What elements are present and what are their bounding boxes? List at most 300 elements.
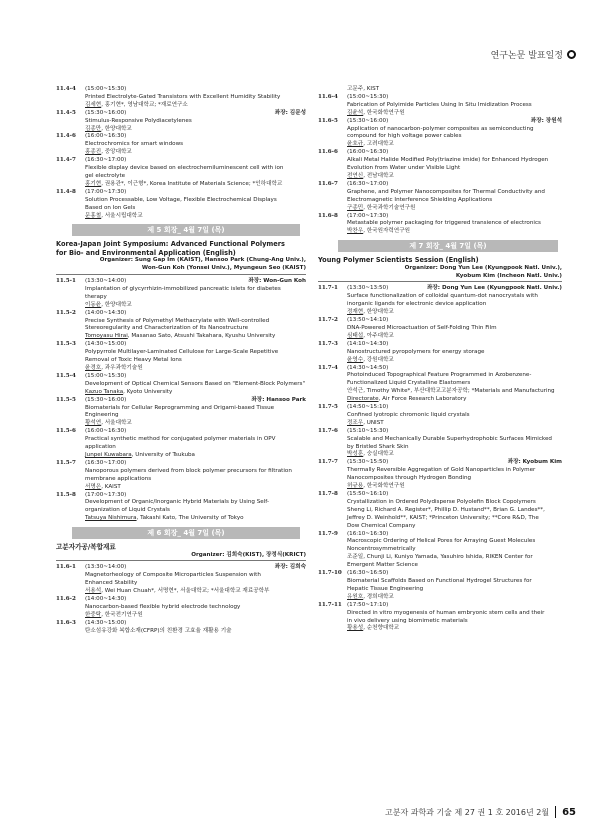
- entry-body: [85, 373, 306, 397]
- entry-code: 11.7-5: [318, 404, 338, 411]
- entry-time: (13:50~14:10): [347, 317, 389, 324]
- entry-code: 11.5-5: [56, 396, 76, 403]
- presenter-name: 문홍철: [85, 212, 102, 219]
- entry-body: [85, 460, 306, 492]
- entry-authors: 한중탁, 한국전기연구원: [85, 611, 143, 618]
- entry-body: [347, 459, 562, 491]
- entry-authors: 박찬우, 한국원자력연구원: [347, 228, 411, 235]
- entry-text: Magnetorheology of Composite Microparticles Suspension with: [85, 572, 261, 579]
- entry-authors: Tomoyasu Hirai, Masanao Sato, Atsushi Takahara, Kyushu University: [85, 333, 276, 340]
- entry-body: [85, 596, 306, 620]
- organizer-line: Kyobum Kim (Incheon Natl. Univ.): [455, 272, 562, 279]
- entry-body: [85, 341, 306, 373]
- entry-time: (13:30~14:00): [85, 278, 127, 285]
- entry-code: 11.7-1: [318, 285, 338, 292]
- entry-authors: 김세현, 홍기현*, 영남대학교; *재료연구소: [85, 101, 188, 108]
- entry-time: (14:00~14:30): [85, 596, 127, 603]
- time-row: [85, 110, 306, 118]
- presenter-name: 정재현: [347, 309, 364, 316]
- entry-text: inorganic ligands for electronic device application: [347, 301, 487, 308]
- entry-text: Surface functionalization of colloidal quantum-dot nanocrystals with: [347, 293, 538, 300]
- entry-time: (17:50~17:10): [347, 601, 389, 608]
- time-row: [85, 620, 306, 628]
- program-entry: [56, 397, 306, 429]
- presenter-name: 심태섭: [347, 332, 364, 339]
- entry-time: (14:30~15:00): [85, 619, 127, 626]
- entry-code: 11.7-6: [318, 427, 338, 434]
- entry-text: Nanocomposites through Hydrogen Bonding: [347, 475, 472, 482]
- entry-text: Engineering: [85, 412, 119, 419]
- entry-time: (17:00~17:30): [85, 188, 127, 195]
- entry-authors: 박성훈, 숭실대학교: [347, 451, 394, 458]
- entry-time: (15:00~15:30): [85, 372, 127, 379]
- program-entry: [318, 118, 562, 150]
- time-row: [347, 149, 562, 157]
- entry-code: 11.4-8: [56, 188, 76, 195]
- entry-time: (16:00~16:30): [85, 133, 127, 140]
- entry-text: Noncentrosymmetrically: [347, 546, 416, 553]
- entry-authors: 정재현, 한양대학교: [347, 309, 394, 316]
- program-entry: [318, 491, 562, 531]
- entry-authors: 허규용, 한국화학연구원: [347, 483, 405, 490]
- entry-code: 11.4-4: [56, 86, 76, 92]
- entry-authors: 홍기현, 권용관*, 이근형*, Korea Institute of Materials Science; *인하대학교: [85, 180, 283, 187]
- entry-body: [347, 531, 562, 571]
- entry-text: Alkali Metal Halide Modified Poly(triazine imide) for Enhanced Hydrogen: [347, 157, 549, 164]
- time-row: [85, 189, 306, 197]
- presenter-name: 윤경호: [85, 365, 102, 371]
- session-chair: 좌장: 김희숙: [274, 564, 306, 571]
- time-row: [347, 404, 562, 412]
- presenter-name: 황석연: [85, 420, 102, 427]
- presenter-name: 서용석: [85, 588, 102, 595]
- time-row: [347, 428, 562, 436]
- entry-authors: 유원호, 경희대학교: [347, 593, 394, 600]
- presenter-name: 박찬우: [347, 228, 364, 235]
- program-entry: [56, 86, 306, 110]
- entry-text: Evolution from Water under Visible Light: [347, 165, 461, 172]
- presenter-name: 황용성: [347, 625, 364, 632]
- entry-body: [85, 157, 306, 189]
- entry-authors: 김종만, 한양대학교: [85, 125, 132, 132]
- entry-body: [347, 213, 562, 237]
- entry-text: 고문주, KIST: [347, 86, 380, 92]
- entry-text: Emergent Matter Science: [347, 562, 418, 569]
- footer-divider: [555, 806, 556, 818]
- presenter-name: 홍종진: [85, 149, 102, 156]
- entry-code: 11.7-9: [318, 530, 338, 537]
- entry-time: (14:00~14:30): [85, 309, 127, 316]
- entry-body: [347, 181, 562, 213]
- entry-text: Nanoporous polymers derived from block polymer precursors for filtration: [85, 467, 292, 474]
- session-banner: 제 5 회장_ 4월 7일 (목): [72, 224, 300, 236]
- time-row: [347, 94, 562, 102]
- entry-text: Removal of Toxic Heavy Metal Ions: [85, 357, 182, 364]
- time-row: [347, 213, 562, 221]
- session-chair: 좌장: 김문성: [274, 109, 306, 116]
- entry-time: (14:50~15:10): [347, 404, 389, 411]
- organizer-line: Organizer: Dong Yun Lee (Kyungpook Natl. Univ.),: [404, 264, 562, 271]
- time-row: [85, 373, 306, 381]
- entry-body: [85, 133, 306, 157]
- left-column: [56, 86, 306, 636]
- entry-body: [85, 278, 306, 310]
- entry-code: 11.5-6: [56, 428, 76, 435]
- entry-body: [347, 94, 562, 118]
- entry-text: Printed Electrolyte-Gated Transistors with Excellent Humidity Stability: [85, 93, 281, 100]
- program-entry: [318, 213, 562, 237]
- presenter-name: 전연신: [347, 172, 364, 179]
- entry-text: DNA-Powered Microactuation of Self-Folding Thin Film: [347, 324, 497, 331]
- entry-code: 11.4-6: [56, 133, 76, 140]
- entry-code: 11.5-3: [56, 341, 76, 348]
- entry-time: (16:30~16:50): [347, 570, 389, 577]
- time-row: [347, 341, 562, 349]
- entry-time: (15:50~16:10): [347, 491, 389, 497]
- entry-body: [347, 341, 562, 365]
- entry-time: (15:00~15:30): [347, 93, 389, 100]
- entry-code: 11.4-7: [56, 157, 76, 164]
- program-entry: [56, 157, 306, 189]
- entry-time: (15:30~16:00): [85, 396, 127, 403]
- entry-text: Nanocarbon-based flexible hybrid electrode technology: [85, 603, 241, 610]
- entry-text: membrane applications: [85, 475, 152, 482]
- entry-body: [347, 570, 562, 602]
- entry-text: Functionalized Liquid Crystalline Elastomers: [347, 380, 471, 387]
- entry-body: [347, 285, 562, 317]
- symposium-title: Young Polymer Scientists Session (English): [318, 256, 479, 265]
- entry-text: Stereoregularity and Characterization of Its Nanostructure: [85, 325, 249, 332]
- entry-text: 조준일, Chunji Li, Kuniyo Yamada, Yasuhiro Ishida, RIKEN Center for: [347, 554, 533, 561]
- program-entry: [318, 365, 562, 405]
- presenter-name: 정조우: [347, 419, 364, 426]
- time-row: [347, 181, 562, 189]
- entry-text: Hepatic Tissue Engineering: [347, 585, 424, 592]
- journal-info: 고분자 과학과 기술 제 27 권 1 호 2016년 2월: [385, 807, 550, 817]
- presenter-name: 한중탁: [85, 611, 102, 618]
- time-row: [85, 133, 306, 141]
- time-row: [85, 157, 306, 165]
- time-row: [85, 564, 306, 572]
- entry-text: Nanostructured pyropolymers for energy storage: [347, 348, 485, 355]
- entry-text: Graphene, and Polymer Nanocomposites for Thermal Conductivity and: [347, 188, 545, 195]
- entry-authors: Kazuo Tanaka, Kyoto University: [85, 388, 173, 395]
- entry-authors: 윤경호, 과우과학기술원: [85, 365, 143, 371]
- entry-code: 11.6-3: [56, 619, 76, 626]
- entry-text: Development of Optical Chemical Sensors Based on "Element-Block Polymers": [85, 380, 306, 387]
- entry-text: Stimulus-Responsive Polydiacetylenes: [85, 117, 192, 124]
- entry-text: Photoinduced Topographical Feature Programmed in Azobenzene-: [347, 372, 532, 379]
- entry-body: [85, 564, 306, 596]
- entry-code: 11.5-1: [56, 278, 76, 285]
- entry-time: (16:10~16:30): [347, 530, 389, 537]
- time-row: [347, 491, 562, 499]
- entry-code: 11.5-2: [56, 309, 76, 316]
- organizer-line: Organizer: Sung Gap Im (KAIST), Hansoo Park (Chung-Ang Univ.),: [99, 257, 306, 264]
- entry-time: (15:10~15:30): [347, 427, 389, 434]
- time-row: [85, 341, 306, 349]
- presenter-name: 박성훈: [347, 451, 364, 458]
- program-entry: [318, 181, 562, 213]
- time-row: [85, 397, 306, 405]
- entry-authors: 윤호규, 고려대학교: [347, 141, 394, 148]
- entry-authors: Tatsuya Nishimura, Takashi Kato, The University of Tokyo: [85, 515, 244, 522]
- entry-authors: 김윤석, 한국화학연구원: [347, 109, 405, 116]
- entry-text: Confined lyotropic chromonic liquid crystals: [347, 411, 470, 418]
- entry-code: 11.7-10: [318, 570, 342, 577]
- program-entry: [318, 404, 562, 428]
- entry-text: Jeffrey D. Weinhold**, KAIST; *Princeton University; **Core R&D, The: [347, 514, 539, 521]
- entry-code: 11.6-5: [318, 117, 338, 124]
- presenter-name: Directorate: [347, 396, 379, 403]
- program-entry: [318, 531, 562, 571]
- entry-body: [85, 110, 306, 134]
- session-chair: 좌장: Dong Yun Lee (Kyungpook Natl. Univ.): [426, 285, 562, 292]
- entry-text: Solution Processable, Low Voltage, Flexible Electrochemical Displays: [85, 196, 277, 203]
- presenter-name: 윤호규: [347, 141, 364, 148]
- program-entry: [56, 310, 306, 342]
- entry-text: Scalable and Mechanically Durable Superhydrophobic Surfaces Mimicked: [347, 435, 552, 442]
- entry-authors: 전연신, 전남대학교: [347, 172, 394, 179]
- entry-text: therapy: [85, 293, 107, 300]
- entry-text: Practical synthetic method for conjugated polymer materials in OPV: [85, 436, 276, 443]
- entry-code: 11.7-2: [318, 317, 338, 324]
- time-row: [347, 570, 562, 578]
- entry-text: gel electrolyte: [85, 172, 126, 179]
- entry-body: [85, 397, 306, 429]
- program-entry: [56, 133, 306, 157]
- session-chair: 좌장: 장원석: [530, 117, 562, 124]
- entry-time: (15:30~16:00): [85, 109, 127, 116]
- symposium-title: Korea-Japan Joint Symposium: Advanced Functional Polymers: [56, 240, 285, 249]
- entry-body: [347, 365, 562, 405]
- circle-icon: [567, 50, 576, 59]
- entry-time: (14:10~14:30): [347, 340, 389, 347]
- time-row: [85, 460, 306, 468]
- entry-text: Metastable polymer packaging for triggered transience of electronics: [347, 220, 541, 227]
- entry-body: [85, 492, 306, 524]
- entry-text: Enhanced Stability: [85, 580, 138, 587]
- entry-body: [85, 310, 306, 342]
- entry-code: 11.6-1: [56, 564, 76, 571]
- entry-body: [347, 491, 562, 531]
- entry-authors: Junpei Kuwabara, University of Tsukuba: [85, 451, 195, 458]
- entry-text: Electrochromics for smart windows: [85, 141, 184, 148]
- entry-time: (17:00~17:30): [85, 491, 127, 498]
- entry-body: [347, 86, 562, 94]
- program-entry: [318, 285, 562, 317]
- entry-code: 11.7-11: [318, 601, 342, 608]
- entry-text: Thermally Reversible Aggregation of Gold Nanoparticles in Polymer: [347, 467, 536, 474]
- entry-authors: 서용석, Wei Huan Chuah*, 서명현*, 서울대학교; *서울대학교 재료공학부: [85, 588, 270, 595]
- entry-body: [347, 118, 562, 150]
- entry-time: (14:30~15:00): [85, 341, 127, 348]
- time-row: [347, 317, 562, 325]
- time-row: [85, 278, 306, 286]
- entry-text: Electromagnetic Interference Shielding Applications: [347, 196, 493, 203]
- entry-time: (15:30~16:00): [347, 117, 389, 124]
- entry-body: [85, 189, 306, 221]
- session-chair: 좌장: Won-Gun Koh: [248, 278, 306, 285]
- entry-text: Sheng Li, Richard A. Register*, Phillip D. Hustand**, Brian G. Landes**,: [347, 506, 545, 513]
- entry-text: organization of Liquid Crystals: [85, 507, 170, 514]
- entry-text: Biomaterial Scaffolds Based on Functional Hydrogel Structures for: [347, 577, 532, 584]
- entry-body: [347, 602, 562, 634]
- entry-code: 11.5-7: [56, 459, 76, 466]
- entry-code: 11.6-6: [318, 149, 338, 156]
- page-footer: [385, 806, 576, 818]
- presenter-name: 이동윤: [85, 301, 102, 308]
- presenter-name: Kazuo Tanaka: [85, 388, 124, 395]
- program-entry: [318, 428, 562, 460]
- entry-text: Biomaterials for Cellular Reprogramming and Origami-based Tissue: [85, 404, 275, 411]
- presenter-name: 김윤석: [347, 109, 364, 116]
- entry-text: Macroscopic Ordering of Helical Pores for Arraying Guest Molecules: [347, 538, 536, 545]
- entry-code: 11.6-4: [318, 93, 338, 100]
- time-row: [85, 428, 306, 436]
- organizer-divider: [318, 281, 562, 282]
- entry-authors: 심태섭, 아주대학교: [347, 332, 394, 339]
- organizer-line: Organizer: 김희숙(KIST), 장정식(KRICT): [191, 551, 306, 558]
- page-header: [491, 48, 576, 61]
- session-chair: 좌장: Kyobum Kim: [507, 459, 562, 466]
- entry-time: (16:00~16:30): [85, 428, 127, 435]
- entry-text: Fabrication of Polyimide Particles Using In Situ Imidization Process: [347, 101, 532, 108]
- entry-code: [318, 86, 347, 94]
- entry-code: 11.7-7: [318, 459, 338, 466]
- entry-body: [347, 149, 562, 181]
- entry-code: 11.6-2: [56, 596, 76, 603]
- presenter-name: 김종만: [85, 125, 102, 132]
- program-entry: [56, 492, 306, 524]
- entry-text: compound for high voltage power cables: [347, 133, 462, 140]
- program-entry: [318, 459, 562, 491]
- program-entry: [56, 189, 306, 221]
- program-entry: [318, 602, 562, 634]
- program-entry: [56, 620, 306, 636]
- presenter-name: 서명은: [85, 483, 102, 490]
- program-entry: [56, 110, 306, 134]
- entry-text: Crystallization in Ordered Polydisperse Polyolefin Block Copolymers: [347, 498, 536, 505]
- program-entry: [56, 341, 306, 373]
- entry-code: 11.5-8: [56, 491, 76, 498]
- symposium-title: for Bio- and Environmental Application (English): [56, 248, 236, 257]
- entry-time: (13:30~14:00): [85, 564, 127, 571]
- entry-authors: 황용성, 순천향대학교: [347, 625, 400, 632]
- entry-authors: Directorate, Air Force Research Laboratory: [347, 396, 467, 403]
- right-column: [318, 86, 562, 633]
- entry-text: 안석근, Timothy White*, 부산대학교고분자공학; *Materials and Manufacturing: [347, 388, 555, 395]
- entry-text: Application of nanocarbon-polymer composites as semiconducting: [347, 125, 534, 132]
- presenter-name: 홍기현: [85, 180, 102, 187]
- entry-time: (16:30~17:00): [85, 157, 127, 164]
- program-entry: [318, 341, 562, 365]
- presenter-name: 김세현: [85, 101, 102, 108]
- header-title: 연구논문 발표일정: [490, 51, 563, 61]
- entry-time: (17:00~17:30): [347, 212, 389, 219]
- time-row: [85, 310, 306, 318]
- entry-text: application: [85, 444, 116, 451]
- entry-code: 11.5-4: [56, 372, 76, 379]
- organizer-divider: [56, 560, 306, 561]
- entry-body: [85, 620, 306, 636]
- entry-code: 11.7-8: [318, 491, 338, 497]
- presenter-name: Tomoyasu Hirai: [85, 333, 128, 340]
- entry-text: Directed in vitro myogenesis of human embryonic stem cells and their: [347, 609, 545, 616]
- entry-code: 11.6-7: [318, 180, 338, 187]
- entry-text: Development of Organic/Inorganic Hybrid Materials by Using Self-: [85, 499, 269, 506]
- time-row: [85, 596, 306, 604]
- entry-body: [85, 428, 306, 460]
- entry-text: in vivo delivery using biomimetic materials: [347, 617, 468, 624]
- entry-text: 탄소섬유강화 복합소재(CFRP)의 친환경 고효율 재활용 기술: [85, 627, 232, 634]
- entry-code: 11.7-3: [318, 340, 338, 347]
- entry-text: Flexible display device based on electrochemiluminescent cell with ion: [85, 165, 284, 172]
- presenter-name: 구종민: [347, 204, 364, 211]
- entry-authors: 이동윤, 한양대학교: [85, 301, 132, 308]
- program-entry: [56, 564, 306, 596]
- time-row: [347, 531, 562, 539]
- organizer-divider: [56, 274, 306, 275]
- entry-body: [347, 317, 562, 341]
- entry-body: [347, 404, 562, 428]
- entry-authors: 구종민, 한국과학기술연구원: [347, 204, 416, 211]
- entry-code: 11.4-5: [56, 109, 76, 116]
- time-row: [347, 365, 562, 373]
- program-entry: [56, 460, 306, 492]
- entry-code: 11.6-8: [318, 212, 338, 219]
- program-entry: [56, 278, 306, 310]
- time-row: [85, 492, 306, 500]
- presenter-name: Tatsuya Nishimura: [85, 515, 137, 522]
- presenter-name: 유원호: [347, 593, 364, 600]
- entry-text: Based on Ion Gels: [85, 204, 136, 211]
- entry-time: (16:30~17:00): [85, 459, 127, 466]
- time-row: [347, 285, 562, 293]
- page-number: 65: [562, 806, 576, 818]
- entry-authors: 정조우, UNIST: [347, 419, 384, 426]
- program-entry: [318, 317, 562, 341]
- entry-body: [85, 86, 306, 110]
- entry-time: (14:30~14:50): [347, 364, 389, 371]
- time-row: [347, 602, 562, 610]
- entry-authors: 홍종진, 중앙대학교: [85, 149, 132, 156]
- entry-time: (15:30~15:50): [347, 459, 389, 466]
- time-row: [85, 86, 306, 94]
- entry-text: by Bristled Shark Skin: [347, 443, 409, 450]
- entry-code: 11.7-4: [318, 364, 338, 371]
- entry-text: Dow Chemical Company: [347, 522, 416, 529]
- entry-body: [347, 428, 562, 460]
- entry-time: (15:00~15:30): [85, 86, 127, 92]
- session-banner: 제 6 회장_ 4월 7일 (목): [72, 527, 300, 539]
- time-row: [347, 118, 562, 126]
- program-entry: [318, 570, 562, 602]
- entry-time: (16:00~16:30): [347, 149, 389, 156]
- program-entry: [56, 428, 306, 460]
- entry-text: Polypyrrole Multilayer-Laminated Cellulose for Large-Scale Repetitive: [85, 349, 279, 356]
- program-entry: [56, 373, 306, 397]
- presenter-name: 허규용: [347, 483, 364, 490]
- entry-authors: 황석연, 서울대학교: [85, 420, 132, 427]
- entry-authors: 윤영수, 강원대학교: [347, 356, 394, 363]
- time-row: [347, 459, 562, 467]
- entry-time: (13:30~13:50): [347, 285, 389, 292]
- presenter-name: Junpei Kuwabara: [85, 451, 132, 458]
- entry-time: (16:30~17:00): [347, 180, 389, 187]
- session-banner: 제 7 회장_ 4월 7일 (목): [338, 240, 558, 252]
- organizer-line: Won-Gun Koh (Yonsei Univ.), Myungeun Seo (KAIST): [141, 265, 306, 272]
